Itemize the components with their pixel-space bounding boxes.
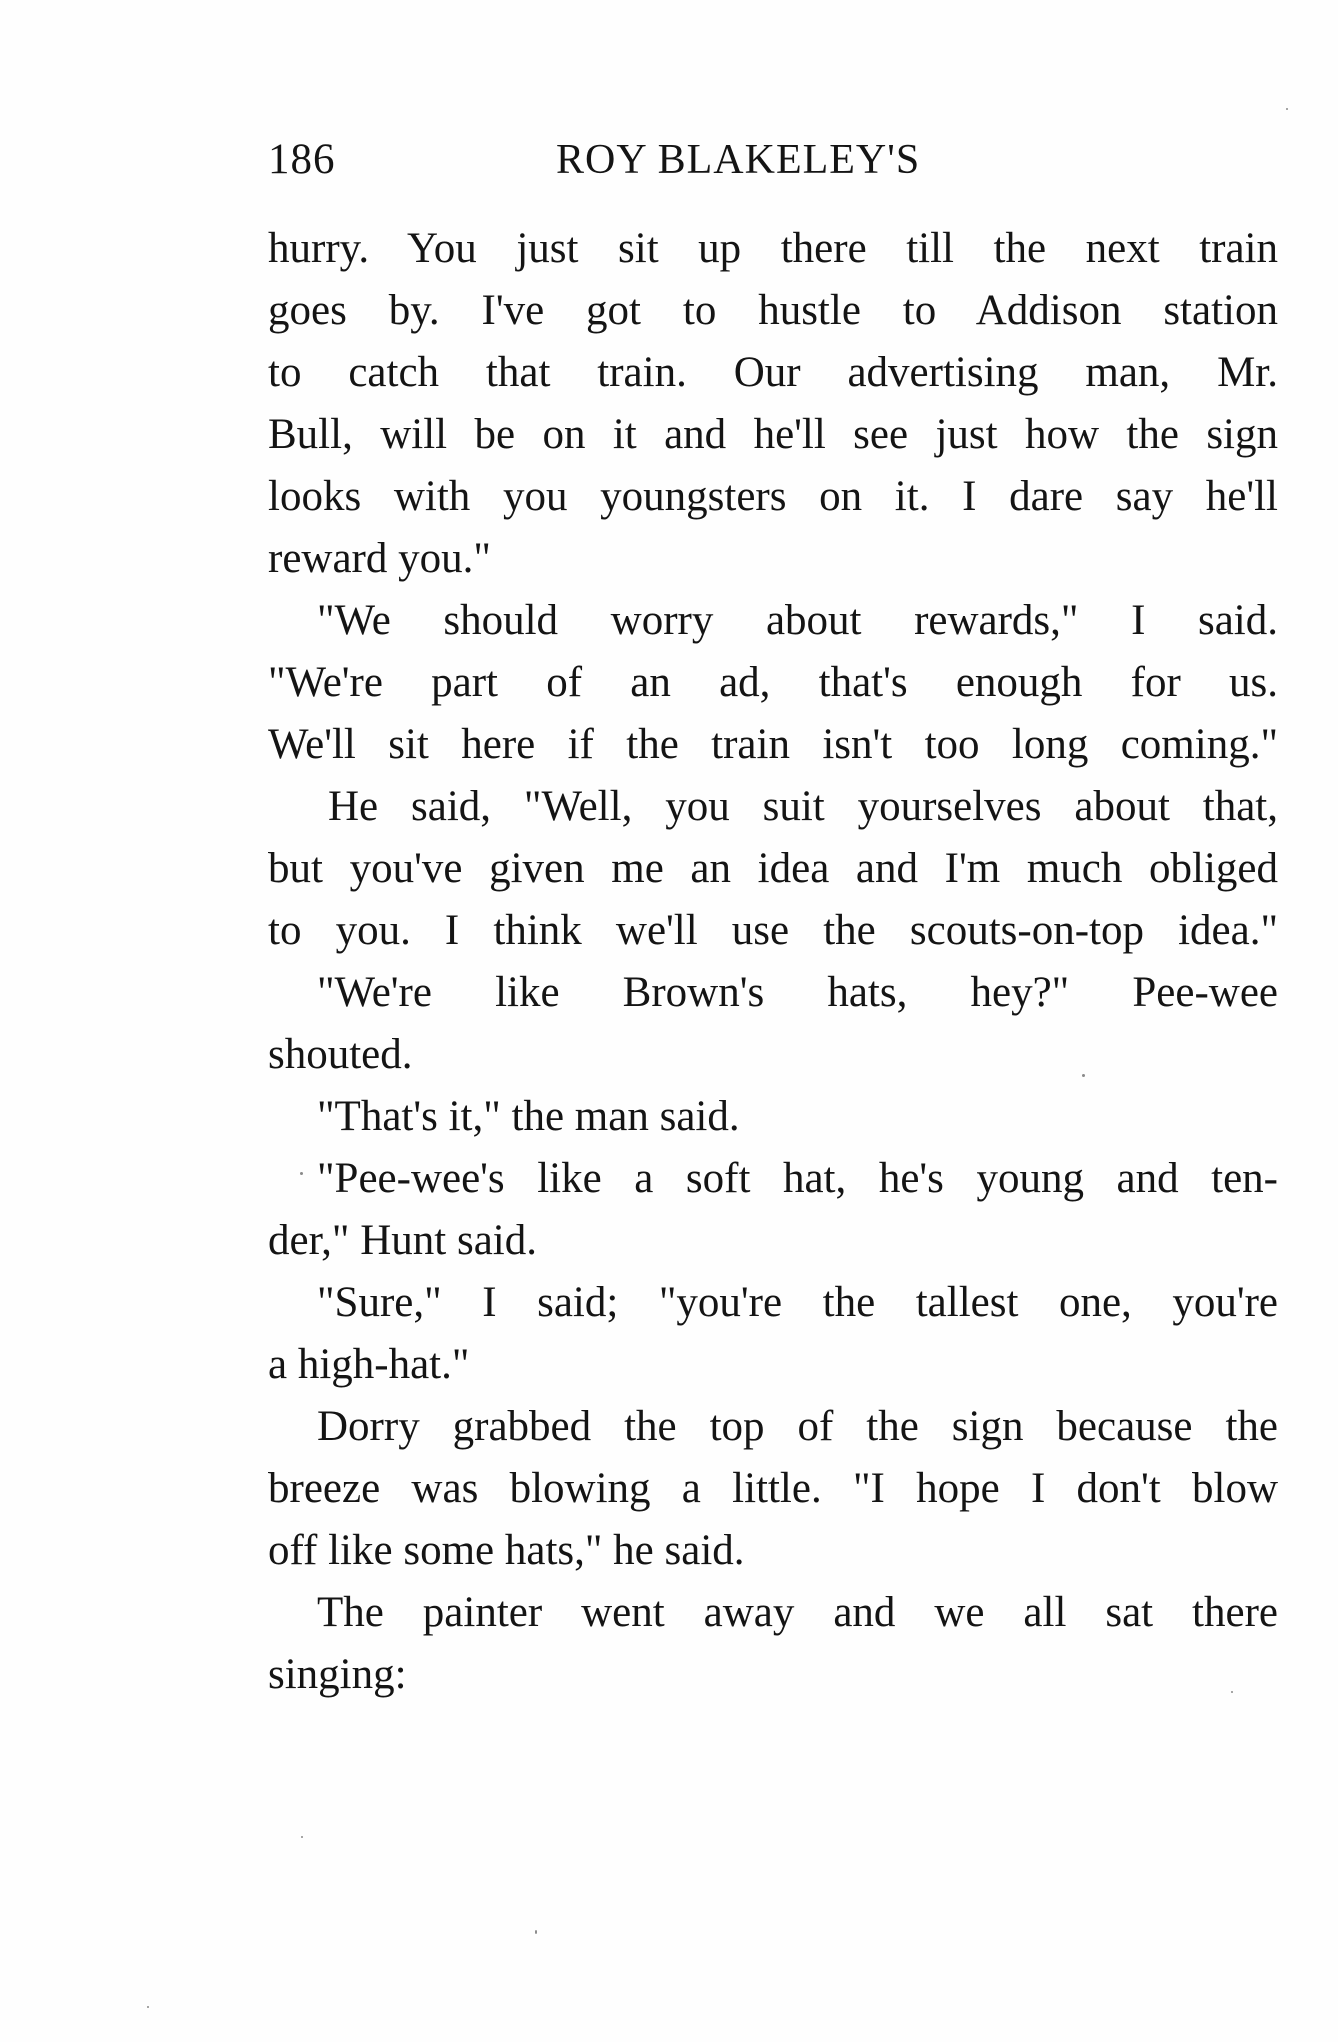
paper-speck — [1286, 108, 1288, 110]
text-line: "We're part of an ad, that's enough for us. — [268, 659, 1278, 706]
text-line: "That's it," the man said. — [317, 1093, 740, 1140]
text-line: He said, "Well, you suit yourselves about that, — [328, 783, 1278, 830]
page-number: 186 — [268, 136, 336, 183]
text-line: reward you." — [268, 535, 491, 582]
text-line: looks with you youngsters on it. I dare say he'll — [268, 473, 1278, 520]
text-line: goes by. I've got to hustle to Addison station — [268, 287, 1278, 334]
text-line: hurry. You just sit up there till the next train — [268, 225, 1278, 272]
running-title: ROY BLAKELEY'S — [556, 137, 921, 183]
text-line: shouted. — [268, 1031, 413, 1078]
text-line: Dorry grabbed the top of the sign because the — [317, 1403, 1278, 1450]
paper-speck — [147, 2006, 149, 2008]
text-line: der," Hunt said. — [268, 1217, 538, 1264]
paper-speck — [300, 1172, 303, 1175]
text-line: to you. I think we'll use the scouts-on-top idea." — [268, 907, 1278, 954]
page-header — [268, 130, 1278, 190]
text-line: but you've given me an idea and I'm much obliged — [268, 845, 1278, 892]
text-line: a high-hat." — [268, 1341, 470, 1388]
body-text — [268, 218, 1278, 1706]
text-line: We'll sit here if the train isn't too long coming." — [268, 721, 1278, 768]
paper-speck — [535, 1930, 537, 1934]
text-line: Bull, will be on it and he'll see just how the sign — [268, 411, 1278, 458]
text-line: breeze was blowing a little. "I hope I don't blow — [268, 1465, 1278, 1512]
text-line: to catch that train. Our advertising man, Mr. — [268, 349, 1278, 396]
paper-speck — [1082, 1074, 1085, 1077]
paper-speck — [301, 1836, 303, 1838]
text-line: "Sure," I said; "you're the tallest one, you're — [317, 1279, 1278, 1326]
text-line: "Pee-wee's like a soft hat, he's young and ten- — [317, 1155, 1278, 1202]
text-line: "We should worry about rewards," I said. — [317, 597, 1278, 644]
paper-speck — [1231, 1691, 1233, 1693]
text-line: The painter went away and we all sat there — [317, 1589, 1278, 1636]
text-line: singing: — [268, 1651, 407, 1698]
text-line: off like some hats," he said. — [268, 1527, 745, 1574]
text-line: "We're like Brown's hats, hey?" Pee-wee — [317, 969, 1278, 1016]
